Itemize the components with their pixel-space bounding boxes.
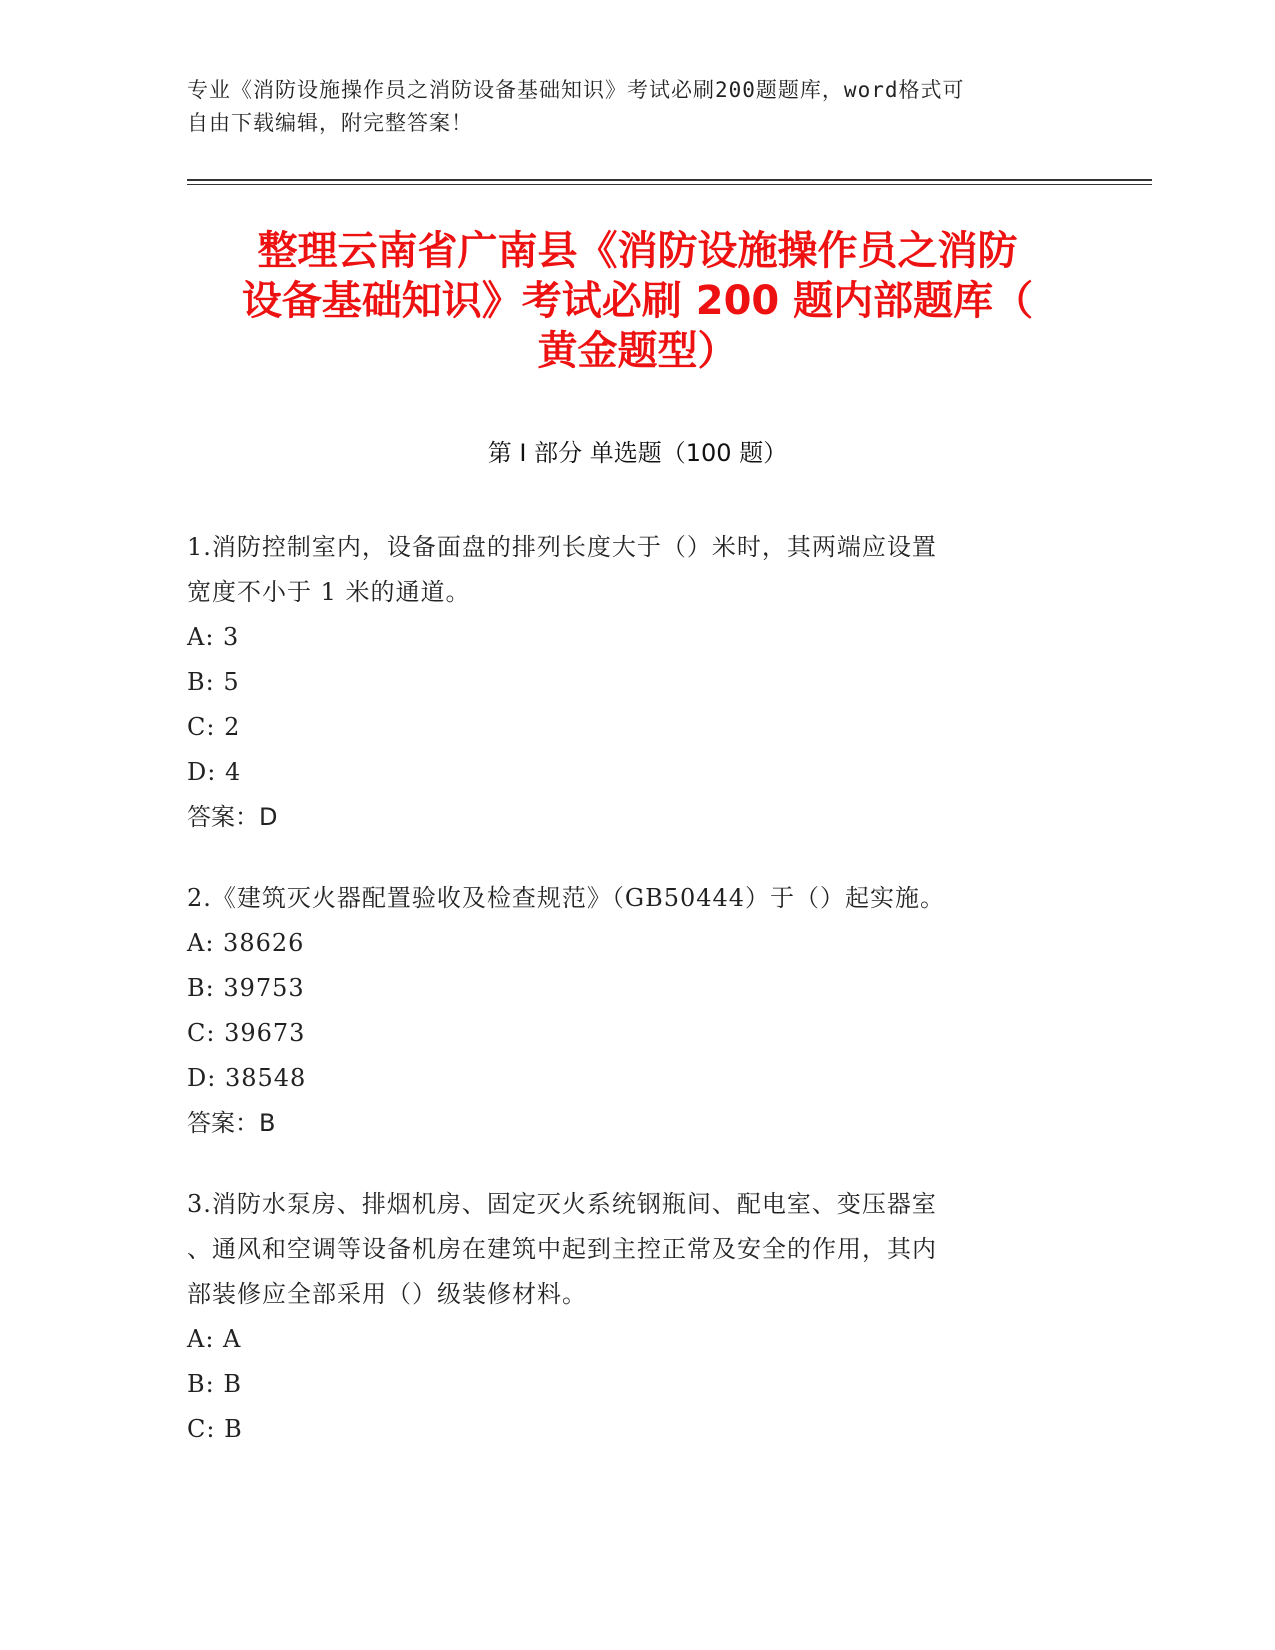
option-c: C: 39673 <box>187 1019 306 1047</box>
question-text-line: 3.消防水泵房、排烟机房、固定灭火系统钢瓶间、配电室、变压器室 <box>187 1190 937 1218</box>
option-a: A: A <box>187 1325 242 1353</box>
option-d: D: 4 <box>187 758 242 786</box>
question-text-line: 1.消防控制室内，设备面盘的排列长度大于（）米时，其两端应设置 <box>187 533 937 561</box>
question-3 <box>187 1182 1067 1452</box>
answer-label: 答案：D <box>187 803 278 831</box>
question-text-line: 、通风和空调等设备机房在建筑中起到主控正常及安全的作用，其内 <box>187 1235 937 1263</box>
section-heading: 第 I 部分 单选题（100 题） <box>487 439 788 467</box>
header-divider-thick <box>187 179 1152 181</box>
header-note <box>187 74 1067 140</box>
question-text-line: 2.《建筑灭火器配置验收及检查规范》（GB50444）于（）起实施。 <box>187 884 946 912</box>
header-note-line-1: 专业《消防设施操作员之消防设备基础知识》考试必刷200题题库，word格式可 <box>187 78 965 102</box>
question-2 <box>187 876 1067 1146</box>
document-title <box>187 226 1088 376</box>
header-divider-thin <box>187 184 1152 185</box>
option-c: C: B <box>187 1415 243 1443</box>
question-text-line: 部装修应全部采用（）级装修材料。 <box>187 1280 587 1308</box>
title-line-1: 整理云南省广南县《消防设施操作员之消防 <box>257 228 1018 274</box>
option-b: B: B <box>187 1370 242 1398</box>
title-line-3: 黄金题型） <box>537 328 738 374</box>
option-d: D: 38548 <box>187 1064 307 1092</box>
option-c: C: 2 <box>187 713 241 741</box>
option-a: A: 3 <box>187 623 240 651</box>
option-a: A: 38626 <box>187 929 305 957</box>
option-b: B: 5 <box>187 668 240 696</box>
question-1 <box>187 525 1067 840</box>
title-line-2: 设备基础知识》考试必刷 200 题内部题库（ <box>241 278 1034 324</box>
question-text-line: 宽度不小于 1 米的通道。 <box>187 578 471 606</box>
answer-label: 答案：B <box>187 1109 276 1137</box>
question-list <box>187 525 1067 1488</box>
header-note-line-2: 自由下载编辑，附完整答案！ <box>187 111 473 135</box>
option-b: B: 39753 <box>187 974 305 1002</box>
